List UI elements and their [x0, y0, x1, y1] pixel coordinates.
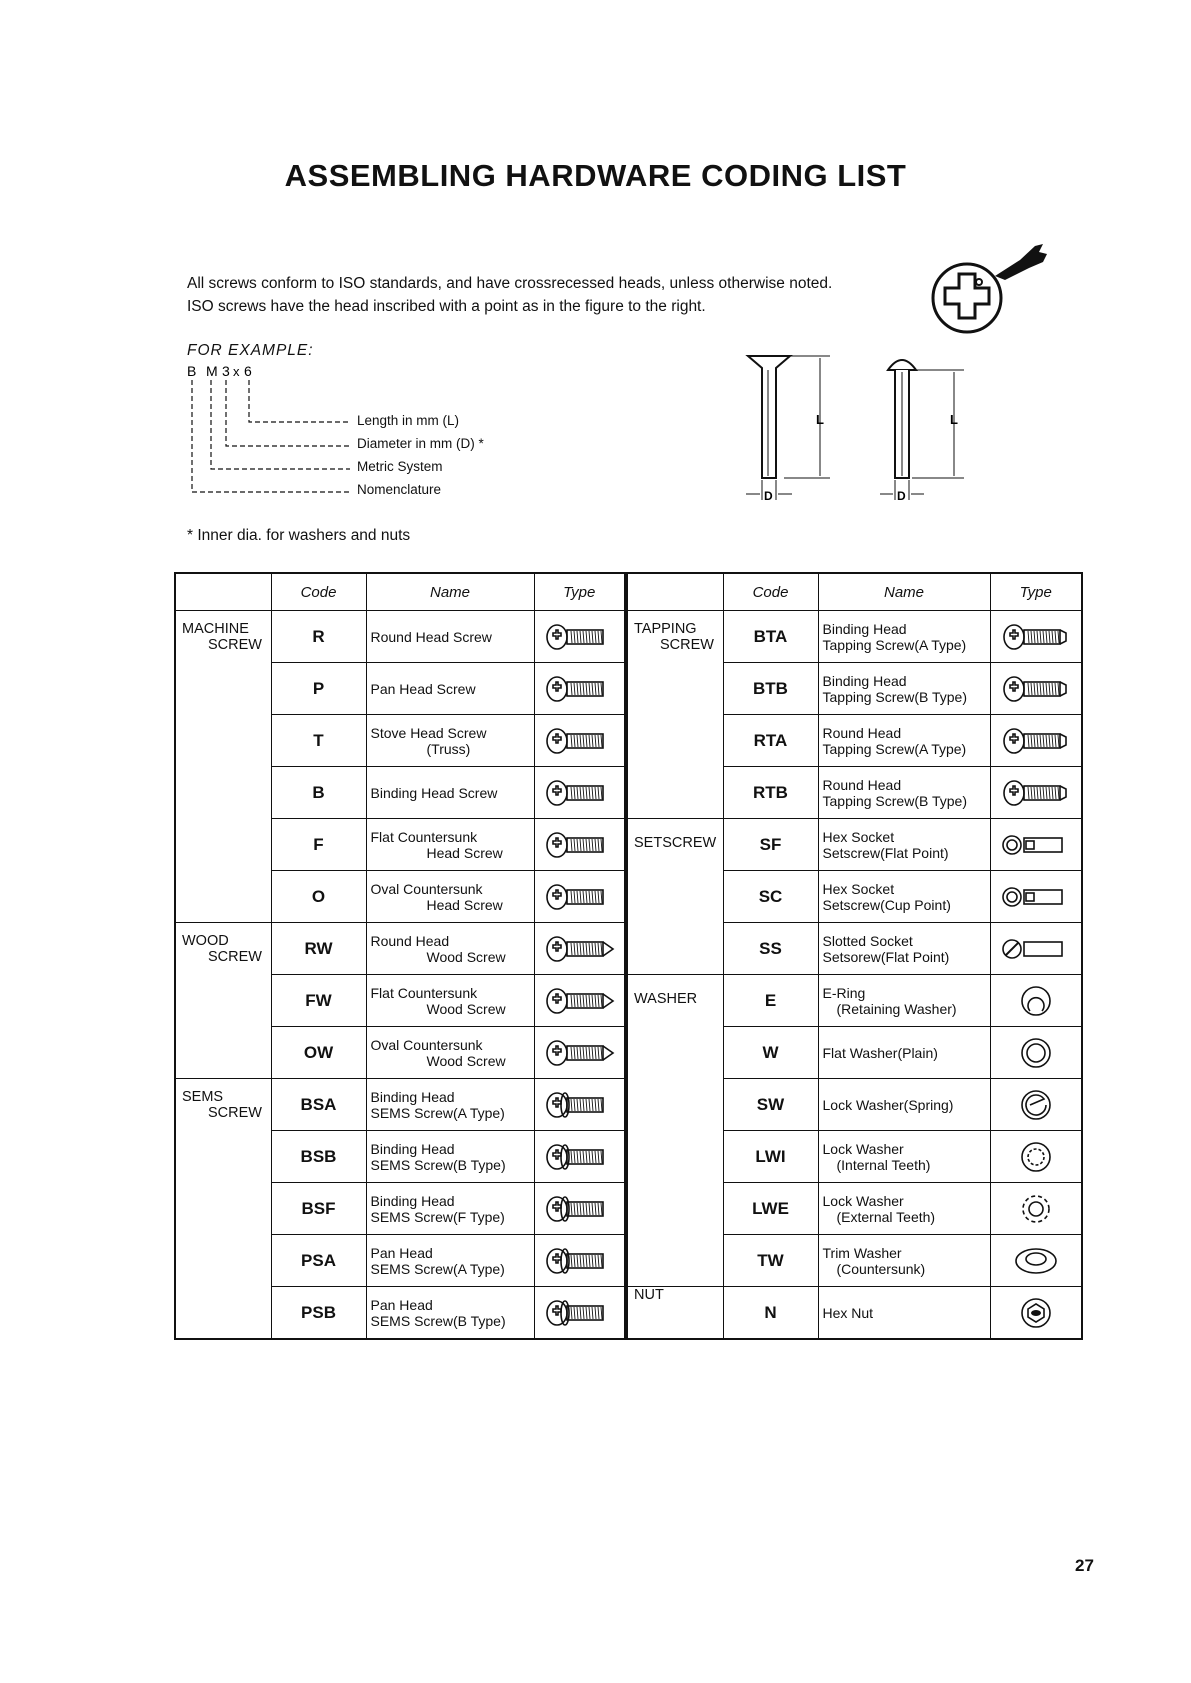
category-label: SETSCREW	[634, 835, 717, 851]
nut-icon	[1000, 1297, 1072, 1329]
trim-icon	[1000, 1245, 1072, 1277]
code-cell: R	[271, 611, 366, 663]
code-cell: BSF	[271, 1183, 366, 1235]
code-cell: SS	[723, 923, 818, 975]
name-cell	[818, 1131, 990, 1183]
name-line-1: Flat Countersunk	[370, 828, 478, 845]
screw-icon	[543, 673, 615, 705]
type-cell	[534, 871, 625, 923]
type-cell	[534, 1287, 625, 1340]
setscrew-icon	[1000, 881, 1072, 913]
code-char-6: 6	[244, 364, 252, 379]
name-cell	[366, 819, 534, 871]
code-cell: B	[271, 767, 366, 819]
code-cell: T	[271, 715, 366, 767]
washer-icon	[1000, 1037, 1072, 1069]
header-category	[175, 573, 271, 611]
sems-icon	[543, 1297, 615, 1329]
name-cell	[366, 1079, 534, 1131]
header-code: Code	[723, 573, 818, 611]
name-line-2: Tapping Screw(A Type)	[822, 740, 967, 757]
code-cell: BTB	[723, 663, 818, 715]
category-label: TAPPING	[634, 621, 697, 637]
name-cell	[366, 663, 534, 715]
code-cell: BSB	[271, 1131, 366, 1183]
code-cell: BTA	[723, 611, 818, 663]
code-cell: RTB	[723, 767, 818, 819]
type-cell	[534, 715, 625, 767]
name-line-1: Stove Head Screw	[370, 724, 487, 741]
external-icon	[1000, 1193, 1072, 1225]
category-wood	[175, 923, 271, 1079]
table-row	[175, 1079, 625, 1131]
wood-icon	[543, 933, 615, 965]
intro-line-1: All screws conform to ISO standards, and have crossrecessed heads, unless otherwise noted.	[187, 275, 833, 292]
table-row	[627, 819, 1082, 871]
type-cell	[990, 819, 1082, 871]
hardware-table-right	[626, 572, 1083, 1340]
name-cell	[818, 663, 990, 715]
type-cell	[534, 975, 625, 1027]
type-cell	[990, 871, 1082, 923]
type-cell	[534, 819, 625, 871]
name-cell	[818, 767, 990, 819]
name-line-1: Pan Head	[370, 1296, 433, 1313]
setscrew-icon	[1000, 829, 1072, 861]
wood-icon	[543, 1037, 615, 1069]
example-label: FOR EXAMPLE:	[187, 342, 314, 359]
type-cell	[990, 767, 1082, 819]
category-label: WOOD	[182, 933, 229, 949]
code-cell: W	[723, 1027, 818, 1079]
table-row	[627, 611, 1082, 663]
name-cell	[366, 1287, 534, 1340]
name-line-2: SEMS Screw(B Type)	[370, 1312, 506, 1329]
type-cell	[534, 1235, 625, 1287]
name-line-1: Oval Countersunk	[370, 880, 483, 897]
name-cell	[366, 715, 534, 767]
tap-icon	[1000, 725, 1072, 757]
footnote: * Inner dia. for washers and nuts	[187, 527, 411, 544]
type-cell	[990, 975, 1082, 1027]
category-label: MACHINE	[182, 621, 249, 637]
name-line-1: Round Head	[822, 776, 902, 793]
name-line-2: SEMS Screw(F Type)	[370, 1208, 505, 1225]
type-cell	[990, 715, 1082, 767]
name-line-1: Slotted Socket	[822, 932, 913, 949]
name-line-1: Round Head	[822, 724, 902, 741]
screw-icon	[543, 881, 615, 913]
dim-l-2: L	[950, 412, 958, 427]
code-cell: TW	[723, 1235, 818, 1287]
code-char-b: B	[187, 364, 197, 379]
type-cell	[534, 663, 625, 715]
name-line-1: Pan Head Screw	[370, 680, 476, 697]
name-line-2: Tapping Screw(B Type)	[822, 792, 967, 809]
name-cell	[366, 767, 534, 819]
type-cell	[534, 923, 625, 975]
category-setscrew	[627, 819, 723, 975]
table-row	[627, 975, 1082, 1027]
code-cell: F	[271, 819, 366, 871]
name-line-1: Binding Head	[822, 620, 907, 637]
name-cell	[366, 975, 534, 1027]
type-cell	[990, 1235, 1082, 1287]
category-label: NUT	[634, 1287, 664, 1303]
name-line-2: SEMS Screw(B Type)	[370, 1156, 506, 1173]
name-cell	[366, 1131, 534, 1183]
name-cell	[366, 923, 534, 975]
name-cell	[366, 1183, 534, 1235]
name-line-2: Tapping Screw(A Type)	[822, 636, 967, 653]
type-cell	[990, 1079, 1082, 1131]
type-cell	[990, 1287, 1082, 1340]
name-line-1: Binding Head	[370, 1140, 455, 1157]
code-cell: FW	[271, 975, 366, 1027]
code-cell: SC	[723, 871, 818, 923]
code-cell: O	[271, 871, 366, 923]
intro-text	[187, 272, 832, 318]
name-line-2: Head Screw	[426, 844, 503, 861]
name-cell	[818, 819, 990, 871]
name-cell	[818, 871, 990, 923]
code-cell: RW	[271, 923, 366, 975]
type-cell	[534, 767, 625, 819]
name-line-1: Trim Washer	[822, 1244, 902, 1261]
name-line-1: Binding Head	[370, 1088, 455, 1105]
code-char-x: x	[233, 364, 240, 379]
type-cell	[990, 1183, 1082, 1235]
code-cell: E	[723, 975, 818, 1027]
name-line-2: Tapping Screw(B Type)	[822, 688, 967, 705]
name-line-2: Wood Screw	[426, 948, 506, 965]
category-sems	[175, 1079, 271, 1340]
name-cell	[818, 1287, 990, 1340]
category-label: SCREW	[660, 637, 714, 653]
name-cell	[818, 1235, 990, 1287]
header-code: Code	[271, 573, 366, 611]
name-line-1: Lock Washer(Spring)	[822, 1096, 954, 1113]
name-line-2: SEMS Screw(A Type)	[370, 1260, 505, 1277]
code-cell: BSA	[271, 1079, 366, 1131]
legend-diameter: Diameter in mm (D) *	[357, 436, 484, 451]
spring-icon	[1000, 1089, 1072, 1121]
name-line-1: Lock Washer	[822, 1140, 904, 1157]
name-line-1: Binding Head Screw	[370, 784, 498, 801]
name-line-2: (Internal Teeth)	[836, 1156, 931, 1173]
header-type: Type	[534, 573, 625, 611]
name-cell	[366, 1027, 534, 1079]
name-line-1: Round Head	[370, 932, 450, 949]
category-label: SCREW	[208, 949, 262, 965]
type-cell	[534, 1131, 625, 1183]
table-row	[175, 611, 625, 663]
name-cell	[818, 715, 990, 767]
code-cell: LWI	[723, 1131, 818, 1183]
name-line-1: Binding Head	[370, 1192, 455, 1209]
table-row	[627, 1287, 1082, 1340]
tap-icon	[1000, 777, 1072, 809]
name-line-2: (Truss)	[426, 740, 471, 757]
name-line-2: (Countersunk)	[836, 1260, 926, 1277]
page-title: ASSEMBLING HARDWARE CODING LIST	[284, 158, 907, 193]
code-cell: PSB	[271, 1287, 366, 1340]
name-cell	[818, 975, 990, 1027]
name-line-1: Lock Washer	[822, 1192, 904, 1209]
header-name: Name	[366, 573, 534, 611]
name-cell	[818, 923, 990, 975]
category-nut	[627, 1287, 723, 1340]
name-line-2: (Retaining Washer)	[836, 1000, 957, 1017]
legend-nomenclature: Nomenclature	[357, 482, 442, 497]
name-line-2: Setscrew(Flat Point)	[822, 844, 949, 861]
category-label: WASHER	[634, 991, 698, 1007]
type-cell	[990, 611, 1082, 663]
name-cell	[366, 1235, 534, 1287]
dim-d-1: D	[764, 489, 773, 503]
name-line-1: Pan Head	[370, 1244, 433, 1261]
name-line-1: Hex Socket	[822, 828, 895, 845]
code-cell: PSA	[271, 1235, 366, 1287]
screw-icon	[543, 621, 615, 653]
code-cell: LWE	[723, 1183, 818, 1235]
name-line-1: E-Ring	[822, 984, 866, 1001]
name-cell	[818, 1183, 990, 1235]
name-cell	[366, 871, 534, 923]
header-type: Type	[990, 573, 1082, 611]
name-line-1: Flat Countersunk	[370, 984, 478, 1001]
category-machine	[175, 611, 271, 923]
category-tapping	[627, 611, 723, 819]
name-cell	[366, 611, 534, 663]
tap-icon	[1000, 673, 1072, 705]
sems-icon	[543, 1245, 615, 1277]
type-cell	[534, 611, 625, 663]
legend-metric: Metric System	[357, 459, 443, 474]
type-cell	[990, 663, 1082, 715]
type-cell	[534, 1183, 625, 1235]
legend-length: Length in mm (L)	[357, 413, 460, 428]
name-line-1: Oval Countersunk	[370, 1036, 483, 1053]
type-cell	[990, 1131, 1082, 1183]
dim-l-1: L	[816, 412, 824, 427]
category-label: SCREW	[208, 637, 262, 653]
sems-icon	[543, 1141, 615, 1173]
category-washer	[627, 975, 723, 1287]
category-label: SCREW	[208, 1105, 262, 1121]
header-name: Name	[818, 573, 990, 611]
name-line-2: (External Teeth)	[836, 1208, 936, 1225]
name-line-1: Flat Washer(Plain)	[822, 1044, 938, 1061]
screw-dimension-figures	[740, 350, 980, 510]
wood-icon	[543, 985, 615, 1017]
name-line-1: Hex Nut	[822, 1304, 874, 1321]
name-line-2: Wood Screw	[426, 1052, 506, 1069]
code-char-m: M	[206, 364, 218, 379]
iso-head-figure	[925, 240, 1055, 340]
name-cell	[818, 1027, 990, 1079]
type-cell	[534, 1079, 625, 1131]
dim-d-2: D	[897, 489, 906, 503]
name-line-2: Wood Screw	[426, 1000, 506, 1017]
code-cell: P	[271, 663, 366, 715]
code-cell: N	[723, 1287, 818, 1340]
name-line-1: Round Head Screw	[370, 628, 492, 645]
name-line-2: SEMS Screw(A Type)	[370, 1104, 505, 1121]
screw-icon	[543, 725, 615, 757]
name-line-2: Setsorew(Flat Point)	[822, 948, 950, 965]
type-cell	[990, 1027, 1082, 1079]
table-row	[175, 923, 625, 975]
name-line-2: Setscrew(Cup Point)	[822, 896, 951, 913]
internal-icon	[1000, 1141, 1072, 1173]
page-number: 27	[1075, 1556, 1094, 1575]
sems-icon	[543, 1089, 615, 1121]
screw-icon	[543, 777, 615, 809]
name-cell	[818, 611, 990, 663]
code-cell: OW	[271, 1027, 366, 1079]
name-cell	[818, 1079, 990, 1131]
category-label: SEMS	[182, 1089, 224, 1105]
example-code-diagram	[180, 364, 360, 504]
type-cell	[534, 1027, 625, 1079]
name-line-2: Head Screw	[426, 896, 503, 913]
tap-icon	[1000, 621, 1072, 653]
code-cell: SW	[723, 1079, 818, 1131]
type-cell	[990, 923, 1082, 975]
name-line-1: Hex Socket	[822, 880, 895, 897]
header-category	[627, 573, 723, 611]
name-line-1: Binding Head	[822, 672, 907, 689]
code-cell: RTA	[723, 715, 818, 767]
ering-icon	[1000, 985, 1072, 1017]
sems-icon	[543, 1193, 615, 1225]
code-cell: SF	[723, 819, 818, 871]
intro-line-2: ISO screws have the head inscribed with a point as in the figure to the right.	[187, 298, 706, 315]
screw-icon	[543, 829, 615, 861]
code-char-3: 3	[222, 364, 230, 379]
hardware-table-left	[174, 572, 626, 1340]
slotted-icon	[1000, 933, 1072, 965]
